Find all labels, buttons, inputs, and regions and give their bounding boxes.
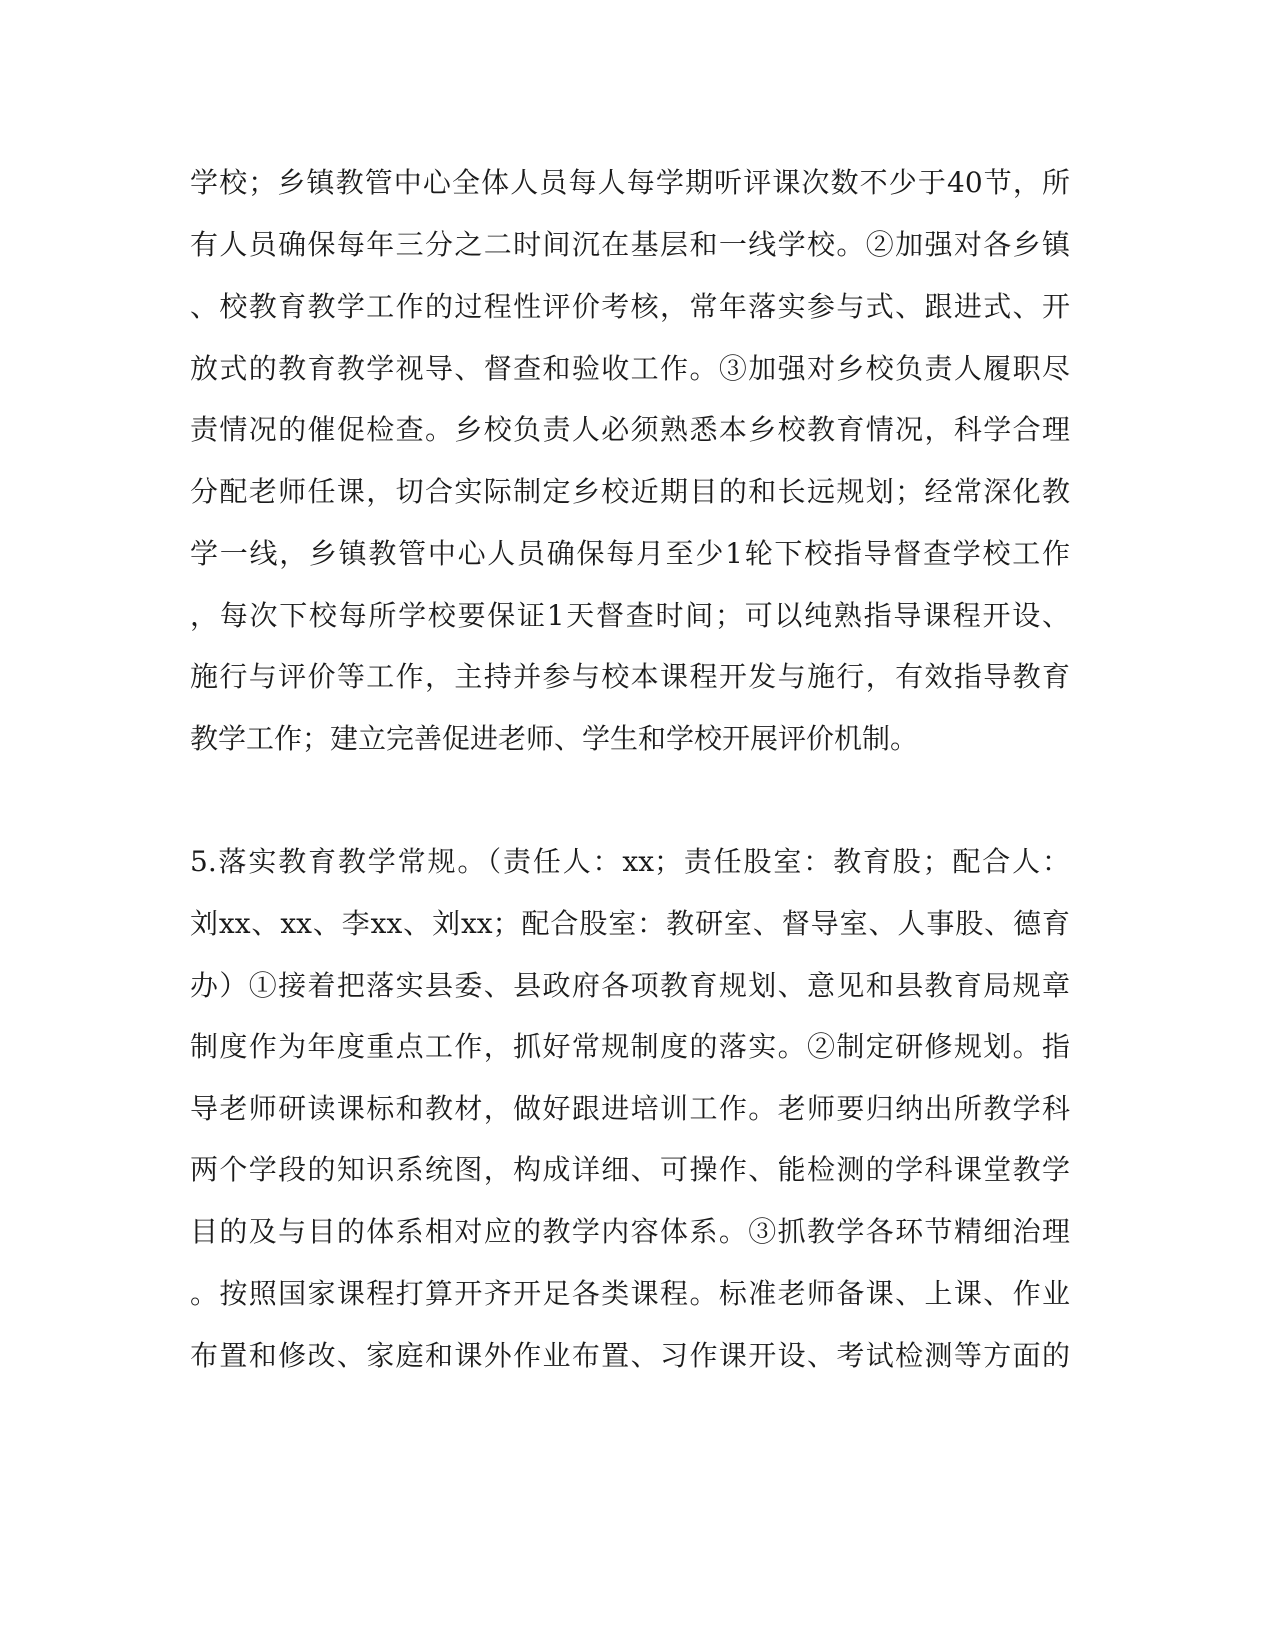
text-line: 、校教育教学工作的过程性评价考核，常年落实参与式、跟进式、开 (190, 290, 1070, 323)
text-line: 学一线，乡镇教管中心人员确保每月至少1轮下校指导督查学校工作 (190, 537, 1070, 570)
text-line: 。按照国家课程打算开齐开足各类课程。标准老师备课、上课、作业 (190, 1277, 1070, 1310)
text-line: 目的及与目的体系相对应的教学内容体系。③抓教学各环节精细治理 (190, 1215, 1070, 1248)
text-line: 布置和修改、家庭和课外作业布置、习作课开设、考试检测等方面的 (190, 1339, 1070, 1372)
text-line: 办）①接着把落实县委、县政府各项教育规划、意见和县教育局规章 (190, 969, 1070, 1002)
text-line: 责情况的催促检查。乡校负责人必须熟悉本乡校教育情况，科学合理 (190, 413, 1070, 446)
text-line: 刘xx、xx、李xx、刘xx；配合股室：教研室、督导室、人事股、德育 (190, 907, 1070, 940)
text-line: 放式的教育教学视导、督查和验收工作。③加强对乡校负责人履职尽 (190, 352, 1070, 385)
text-line: 5.落实教育教学常规。（责任人：xx；责任股室：教育股；配合人： (190, 845, 1070, 878)
text-line: ，每次下校每所学校要保证1天督查时间；可以纯熟指导课程开设、 (190, 599, 1070, 632)
text-line: 施行与评价等工作，主持并参与校本课程开发与施行，有效指导教育 (190, 660, 1070, 693)
text-line: 教学工作；建立完善促进老师、学生和学校开展评价机制。 (190, 722, 919, 755)
text-line: 有人员确保每年三分之二时间沉在基层和一线学校。②加强对各乡镇 (190, 228, 1070, 261)
text-line: 导老师研读课标和教材，做好跟进培训工作。老师要归纳出所教学科 (190, 1092, 1070, 1125)
text-line: 两个学段的知识系统图，构成详细、可操作、能检测的学科课堂教学 (190, 1153, 1070, 1186)
text-line: 制度作为年度重点工作，抓好常规制度的落实。②制定研修规划。指 (190, 1030, 1070, 1063)
text-line: 分配老师任课，切合实际制定乡校近期目的和长远规划；经常深化教 (190, 475, 1070, 508)
text-line: 学校；乡镇教管中心全体人员每人每学期听评课次数不少于40节，所 (190, 166, 1070, 199)
